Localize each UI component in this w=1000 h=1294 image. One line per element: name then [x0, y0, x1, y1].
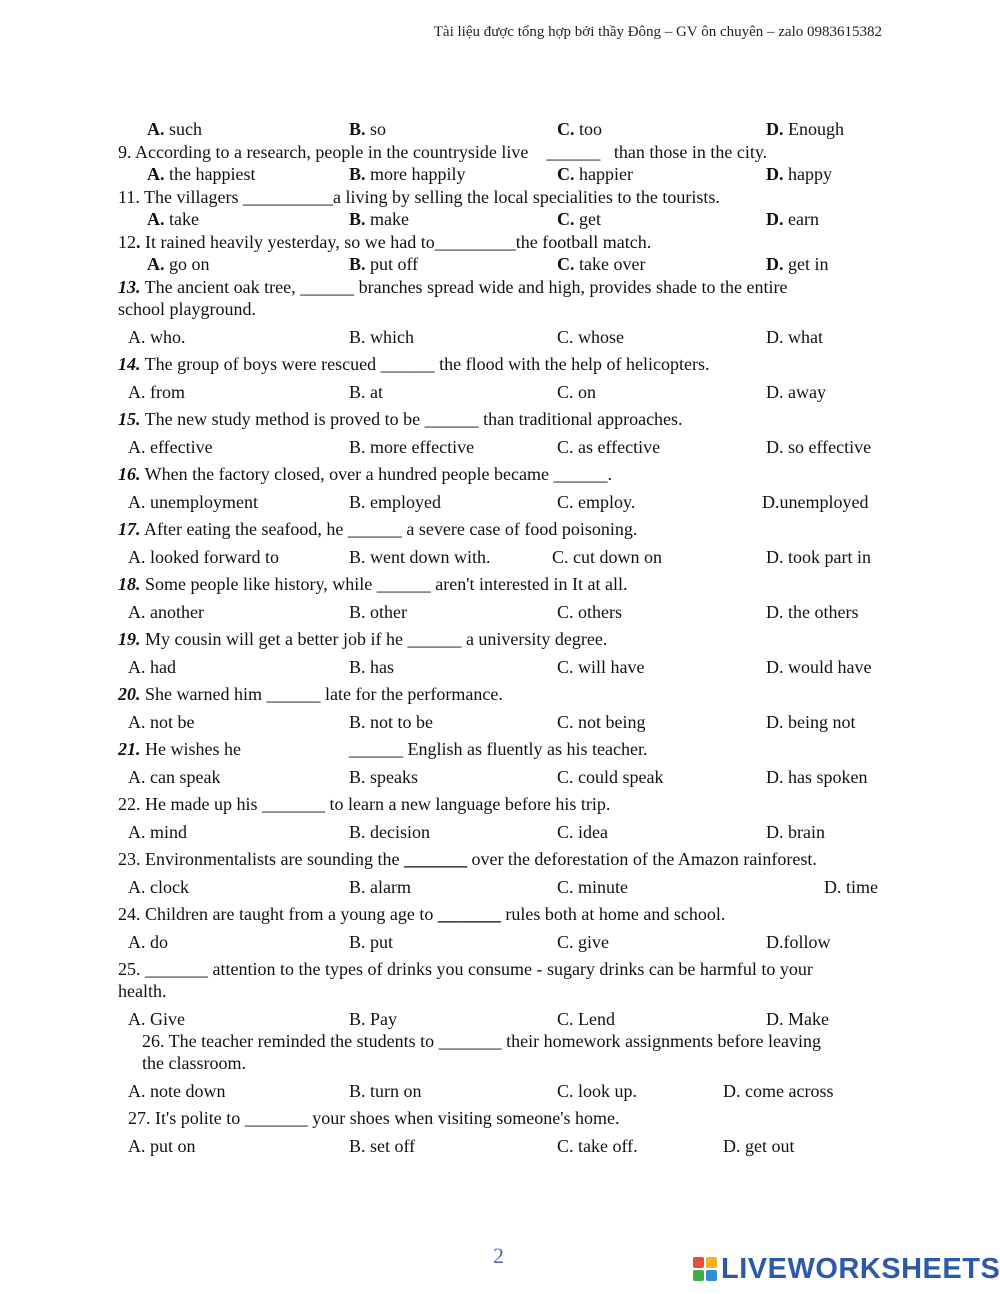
- q15-option-d[interactable]: D. so effective: [766, 437, 872, 457]
- q18-stem: [118, 573, 627, 595]
- q22-option-c[interactable]: C. idea: [557, 822, 608, 842]
- q17-option-b[interactable]: B. went down with.: [349, 547, 491, 567]
- option-letter: D.: [766, 209, 784, 229]
- q12-option-b[interactable]: [349, 253, 418, 275]
- option-text: get: [579, 209, 601, 229]
- q12-option-a[interactable]: [147, 253, 210, 275]
- q19-option-d[interactable]: D. would have: [766, 657, 872, 677]
- page-number: 2: [493, 1243, 504, 1268]
- option-text: happier: [579, 164, 633, 184]
- question-number: 14.: [118, 354, 141, 374]
- q24-option-c[interactable]: C. give: [557, 932, 609, 952]
- option-letter: A.: [147, 209, 165, 229]
- option-letter: A.: [147, 119, 165, 139]
- q8-option-d[interactable]: [766, 118, 844, 140]
- q24-option-b[interactable]: B. put: [349, 932, 394, 952]
- question-number: 15.: [118, 409, 141, 429]
- q11-option-a[interactable]: [147, 208, 199, 230]
- q25-option-c[interactable]: C. Lend: [557, 1009, 615, 1029]
- q22-option-d[interactable]: D. brain: [766, 822, 825, 842]
- option-text: happy: [788, 164, 832, 184]
- option-text: put off: [370, 254, 419, 274]
- q20-option-c[interactable]: C. not being: [557, 712, 646, 732]
- q21-option-d[interactable]: D. has spoken: [766, 767, 868, 787]
- q17-stem: [118, 518, 637, 540]
- question-text: After eating the seafood, he ______ a severe case of food poisoning.: [140, 519, 638, 539]
- q15-option-c[interactable]: C. as effective: [557, 437, 661, 457]
- option-text: go on: [169, 254, 210, 274]
- question-text: The group of boys were rescued ______ the flood with the help of helicopters.: [140, 354, 710, 374]
- question-number: 16.: [118, 464, 141, 484]
- question-text: 24. Children are taught from a young age to: [118, 904, 438, 924]
- option-text: more happily: [370, 164, 466, 184]
- q21-option-a[interactable]: A. can speak: [128, 767, 221, 787]
- question-text-end: over the deforestation of the Amazon rainforest.: [466, 849, 817, 869]
- q27-option-d[interactable]: D. get out: [723, 1136, 795, 1156]
- option-text: take over: [579, 254, 646, 274]
- q16-option-a[interactable]: A. unemployment: [128, 492, 258, 512]
- q12-option-c[interactable]: [557, 253, 645, 275]
- q13-option-d[interactable]: D. what: [766, 327, 823, 347]
- q17-option-c[interactable]: C. cut down on: [552, 547, 662, 567]
- q24-option-a[interactable]: A. do: [128, 932, 168, 952]
- q8-option-b[interactable]: [349, 118, 386, 140]
- q18-option-d[interactable]: D. the others: [766, 602, 859, 622]
- q23-option-d[interactable]: D. time: [824, 877, 878, 897]
- q15-option-b[interactable]: B. more effective: [349, 437, 475, 457]
- q9-option-b[interactable]: [349, 163, 466, 185]
- question-text: Some people like history, while ______ aren't interested in It at all.: [140, 574, 628, 594]
- q18-option-b[interactable]: B. other: [349, 602, 407, 622]
- option-letter: C.: [557, 164, 575, 184]
- option-text: make: [370, 209, 409, 229]
- question-text: The ancient oak tree, ______ branches spread wide and high, provides shade to the entire: [140, 277, 788, 297]
- q8-option-c[interactable]: [557, 118, 602, 140]
- q13-option-c[interactable]: C. whose: [557, 327, 624, 347]
- option-letter: C.: [557, 209, 575, 229]
- page-header: Tài liệu được tổng hợp bởi thầy Đông – GV ôn chuyên – zalo 0983615382: [433, 24, 882, 40]
- q27-option-a[interactable]: A. put on: [128, 1136, 196, 1156]
- q13-stem: [118, 276, 787, 298]
- q12-stem: [118, 231, 651, 253]
- q9-option-d[interactable]: [766, 163, 832, 185]
- q22-option-b[interactable]: B. decision: [349, 822, 430, 842]
- q26-option-b[interactable]: B. turn on: [349, 1081, 422, 1101]
- liveworksheets-logo-icon: [693, 1257, 717, 1281]
- q24-option-d[interactable]: D.follow: [766, 932, 831, 952]
- option-text: get in: [788, 254, 829, 274]
- q22-option-a[interactable]: A. mind: [128, 822, 188, 842]
- option-letter: D.: [766, 254, 784, 274]
- q11-option-c[interactable]: [557, 208, 601, 230]
- option-text: take: [169, 209, 199, 229]
- q9-option-a[interactable]: [147, 163, 255, 185]
- q16-stem: [118, 463, 612, 485]
- q16-option-d[interactable]: D.unemployed: [762, 492, 869, 512]
- question-number: 17.: [118, 519, 141, 539]
- q19-option-b[interactable]: B. has: [349, 657, 394, 677]
- option-text: too: [579, 119, 603, 139]
- q17-option-a[interactable]: A. looked forward to: [128, 547, 279, 567]
- q21-stem-blank: ______ English as fluently as his teacher.: [349, 739, 648, 759]
- question-text: He wishes he: [140, 739, 241, 759]
- q11-stem: 11. The villagers __________a living by selling the local specialities to the tourists.: [118, 187, 720, 207]
- q23-option-c[interactable]: C. minute: [557, 877, 628, 897]
- option-letter: D.: [766, 164, 784, 184]
- question-number: 18.: [118, 574, 141, 594]
- q9-option-c[interactable]: [557, 163, 633, 185]
- q14-option-b[interactable]: B. at: [349, 382, 383, 402]
- question-text-end: rules both at home and school.: [500, 904, 726, 924]
- q20-option-d[interactable]: D. being not: [766, 712, 856, 732]
- question-number: 20.: [118, 684, 141, 704]
- q14-option-d[interactable]: D. away: [766, 382, 826, 402]
- q27-option-c[interactable]: C. take off.: [557, 1136, 638, 1156]
- q22-stem: 22. He made up his _______ to learn a new language before his trip.: [118, 794, 611, 814]
- q20-option-b[interactable]: B. not to be: [349, 712, 433, 732]
- option-letter: B.: [349, 209, 366, 229]
- q11-option-d[interactable]: [766, 208, 819, 230]
- q23-option-a[interactable]: A. clock: [128, 877, 189, 897]
- q23-option-b[interactable]: B. alarm: [349, 877, 411, 897]
- q25-option-b[interactable]: B. Pay: [349, 1009, 398, 1029]
- option-letter: A.: [147, 164, 165, 184]
- q21-option-b[interactable]: B. speaks: [349, 767, 418, 787]
- option-letter: C.: [557, 254, 575, 274]
- q26-option-a[interactable]: A. note down: [128, 1081, 226, 1101]
- q12-option-d[interactable]: [766, 253, 829, 275]
- option-text: earn: [788, 209, 819, 229]
- q26-stem-continued: the classroom.: [142, 1053, 246, 1073]
- option-letter: A.: [147, 254, 165, 274]
- option-letter: C.: [557, 119, 575, 139]
- q21-option-c[interactable]: C. could speak: [557, 767, 664, 787]
- q14-option-a[interactable]: A. from: [128, 382, 185, 402]
- question-text: It rained heavily yesterday, so we had to_________the football match.: [140, 232, 652, 252]
- q19-option-a[interactable]: A. had: [128, 657, 176, 677]
- q17-option-d[interactable]: D. took part in: [766, 547, 871, 567]
- question-text: When the factory closed, over a hundred people became ______.: [140, 464, 612, 484]
- q23-stem: [118, 848, 817, 870]
- q18-option-c[interactable]: C. others: [557, 602, 622, 622]
- answer-blank: _______: [437, 904, 501, 924]
- option-text: the happiest: [169, 164, 256, 184]
- liveworksheets-logo-text: LIVEWORKSHEETS: [721, 1252, 1000, 1285]
- answer-blank: _______: [403, 849, 467, 869]
- question-number: 13.: [118, 277, 141, 297]
- liveworksheets-logo: [693, 1252, 1000, 1286]
- question-text: My cousin will get a better job if he ______ a university degree.: [140, 629, 608, 649]
- option-letter: B.: [349, 164, 366, 184]
- question-number: 19.: [118, 629, 141, 649]
- q27-stem: 27. It's polite to _______ your shoes when visiting someone's home.: [128, 1108, 620, 1128]
- q25-option-d[interactable]: D. Make: [766, 1009, 829, 1029]
- option-text: such: [169, 119, 202, 139]
- q16-option-c[interactable]: C. employ.: [557, 492, 636, 512]
- q8-option-a[interactable]: [147, 118, 202, 140]
- q13-option-a[interactable]: A. who.: [128, 327, 186, 347]
- q13-stem-continued: school playground.: [118, 299, 256, 319]
- question-number-dot: .: [136, 232, 141, 252]
- q25-option-a[interactable]: A. Give: [128, 1009, 185, 1029]
- q18-option-a[interactable]: A. another: [128, 602, 204, 622]
- q27-option-b[interactable]: B. set off: [349, 1136, 416, 1156]
- q15-option-a[interactable]: A. effective: [128, 437, 213, 457]
- q25-stem: 25. _______ attention to the types of drinks you consume - sugary drinks can be harmful to your: [118, 959, 813, 979]
- q26-option-d[interactable]: D. come across: [723, 1081, 834, 1101]
- question-number: 21.: [118, 739, 141, 759]
- question-text: She warned him ______ late for the performance.: [140, 684, 503, 704]
- q21-stem: [118, 738, 241, 760]
- q26-stem: 26. The teacher reminded the students to _______ their homework assignments before leaving: [142, 1031, 821, 1051]
- q19-option-c[interactable]: C. will have: [557, 657, 645, 677]
- q11-option-b[interactable]: [349, 208, 409, 230]
- option-text: so: [370, 119, 387, 139]
- q25-stem-continued: health.: [118, 981, 167, 1001]
- q14-stem: [118, 353, 710, 375]
- q14-option-c[interactable]: C. on: [557, 382, 597, 402]
- option-letter: B.: [349, 119, 366, 139]
- q15-stem: [118, 408, 683, 430]
- q20-option-a[interactable]: A. not be: [128, 712, 195, 732]
- question-number: 12: [118, 232, 136, 252]
- q24-stem: [118, 903, 725, 925]
- q13-option-b[interactable]: B. which: [349, 327, 414, 347]
- q20-stem: [118, 683, 503, 705]
- q9-stem: 9. According to a research, people in the countryside live ______ than those in the city.: [118, 142, 768, 162]
- option-letter: D.: [766, 119, 784, 139]
- q16-option-b[interactable]: B. employed: [349, 492, 441, 512]
- option-text: Enough: [788, 119, 844, 139]
- question-text: The new study method is proved to be ______ than traditional approaches.: [140, 409, 683, 429]
- q19-stem: [118, 628, 607, 650]
- q26-option-c[interactable]: C. look up.: [557, 1081, 638, 1101]
- option-letter: B.: [349, 254, 366, 274]
- question-text: 23. Environmentalists are sounding the: [118, 849, 404, 869]
